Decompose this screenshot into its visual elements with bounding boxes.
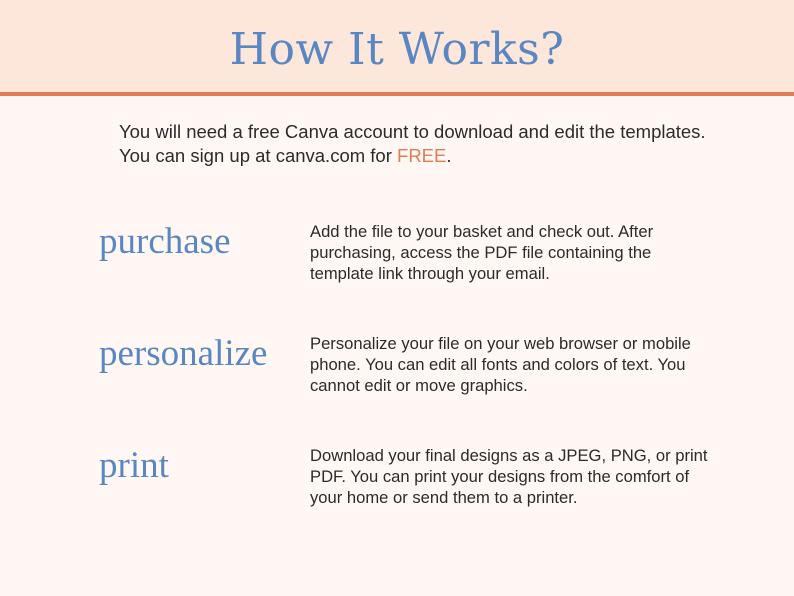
intro-text-end: . (446, 145, 452, 166)
page-title: How It Works? (229, 24, 565, 75)
intro-paragraph (119, 120, 709, 168)
step-description-personalize: Personalize your file on your web browser or mobile phone. You can edit all fonts and colors of text. You cannot edit or move graphics. (310, 334, 691, 395)
free-highlight: FREE (397, 145, 447, 166)
header-divider (0, 92, 794, 96)
step-name-purchase: purchase (99, 221, 231, 262)
step-description-print: Download your final designs as a JPEG, PNG, or print PDF. You can print your designs from the comfort of your home or send them to a printer. (310, 446, 708, 507)
intro-text: You will need a free Canva account to download and edit the templates. You can sign up at canva.com for (119, 121, 706, 166)
step-description-purchase: Add the file to your basket and check out. After purchasing, access the PDF file containing the template link through your email. (310, 222, 654, 283)
step-name-personalize: personalize (99, 333, 268, 374)
step-name-print: print (99, 445, 169, 486)
